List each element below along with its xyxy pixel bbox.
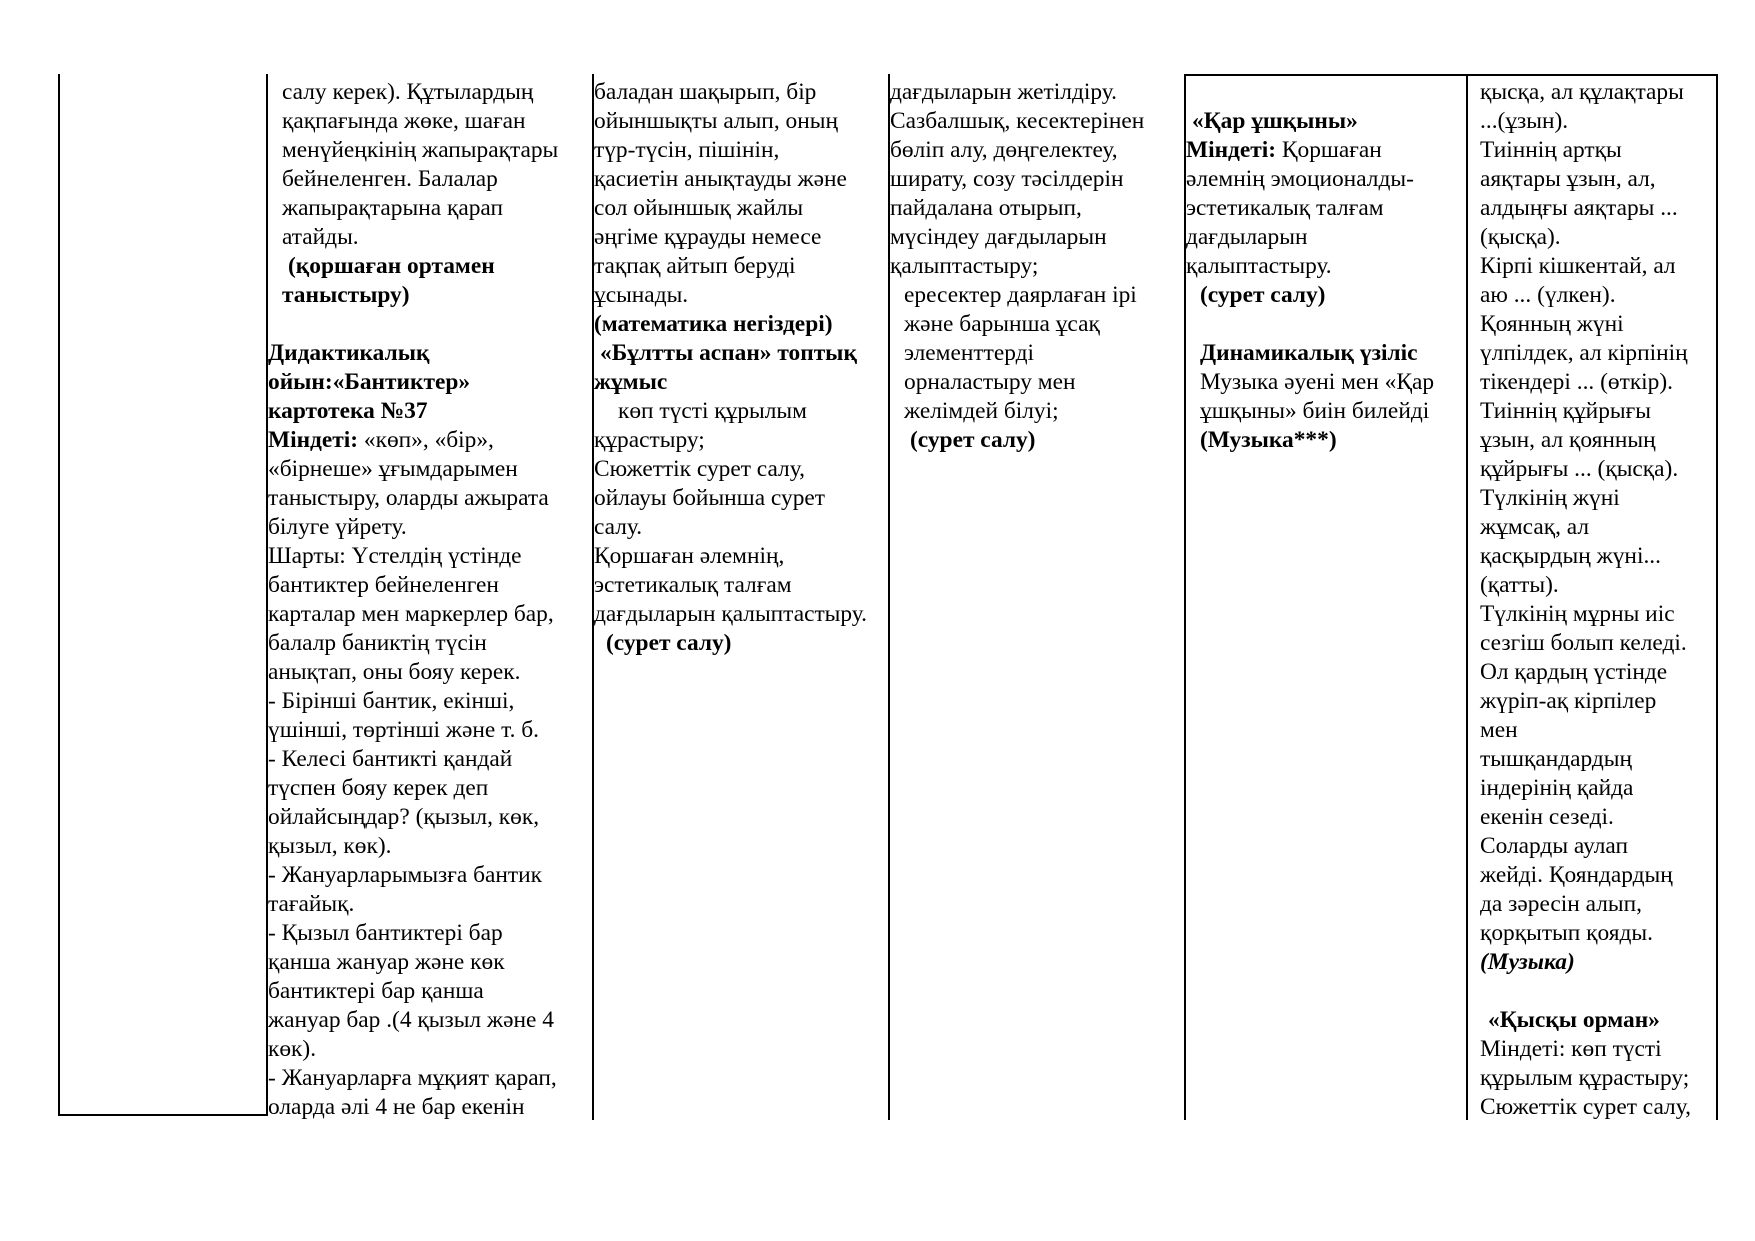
text-line: қақпағында жөке, шаған	[282, 108, 526, 134]
text-run: Міндеті:	[268, 427, 364, 453]
text-line: Міндеті: көп түсті	[1480, 1036, 1662, 1062]
text-run: «көп», «бір»,	[363, 427, 494, 453]
text-line: тышқандардың	[1480, 746, 1633, 772]
text-line: тікендері ... (өткір).	[1480, 369, 1674, 395]
text-line: жануар бар .(4 қызыл және 4	[268, 1007, 554, 1033]
text-line: жапырақтарына қарап	[282, 195, 503, 221]
text-line: оларда әлі 4 не бар екенін	[268, 1094, 525, 1120]
text-line: балалр баниктің түсін	[268, 630, 487, 656]
column-group-work	[594, 78, 886, 658]
text-line: тақпақ айтып беруді	[594, 253, 796, 279]
text-line: (Музыка)	[1480, 949, 1575, 975]
text-line: дағдыларын	[1186, 224, 1308, 250]
text-line: құйрығы ... (қысқа).	[1480, 456, 1679, 482]
text-line: түспен бояу керек деп	[268, 775, 489, 801]
text-line: індерінің қайда	[1480, 775, 1634, 801]
text-line: - Жануарларымызға бантик	[268, 862, 543, 888]
text-line: екенін сезеді.	[1480, 804, 1614, 830]
text-line: «Қысқы орман»	[1488, 1007, 1660, 1033]
text-line: қасиетін анықтауды және	[594, 166, 847, 192]
text-line: элементтерді	[904, 340, 1034, 366]
text-line: пайдалана отырып,	[890, 195, 1082, 221]
text-line: карталар мен маркерлер бар,	[268, 601, 554, 627]
text-line: ұсынады.	[594, 282, 689, 308]
text-line: жүріп-ақ кірпілер	[1480, 688, 1657, 714]
text-line	[1186, 78, 1464, 107]
text-line	[268, 426, 590, 455]
text-line: - Жануарларға мұқият қарап,	[268, 1065, 557, 1091]
text-line: сол ойыншық жайлы	[594, 195, 804, 221]
text-line: эстетикалық талғам	[594, 572, 792, 598]
text-line: дағдыларын қалыптастыру.	[594, 601, 867, 627]
text-line: Соларды аулап	[1480, 833, 1629, 859]
text-line	[1466, 977, 1714, 1006]
text-line: салу керек). Құтылардың	[282, 79, 534, 105]
text-line: атайды.	[282, 224, 359, 250]
text-line: жұмыс	[594, 369, 668, 395]
text-line: ...(ұзын).	[1480, 108, 1569, 134]
text-line: көп түсті құрылым	[618, 398, 807, 424]
text-line: - Қызыл бантиктері бар	[268, 920, 503, 946]
text-line: қысқа, ал құлақтары	[1480, 79, 1684, 105]
text-line: әлемнің эмоционалды-	[1186, 166, 1414, 192]
text-line: (математика негіздері)	[594, 311, 833, 337]
text-line: таныстыру)	[282, 282, 410, 308]
text-line: түр-түсін, пішінін,	[594, 137, 780, 163]
table-border-left	[58, 74, 60, 1116]
text-line: үлпілдек, ал кірпінің	[1480, 340, 1688, 366]
text-line: бөліп алу, дөңгелектеу,	[890, 137, 1118, 163]
text-line: Музыка әуені мен «Қар	[1200, 369, 1435, 395]
column-didactic-game	[268, 78, 590, 1122]
text-line: Кірпі кішкентай, ал	[1480, 253, 1676, 279]
text-line: бантиктері бар қанша	[268, 978, 484, 1004]
text-line: Түлкінің мұрны иіс	[1480, 601, 1675, 627]
table-border-top	[1184, 74, 1718, 76]
text-line: салу.	[594, 514, 643, 540]
text-line	[1186, 136, 1464, 165]
text-run: Міндеті:	[1186, 137, 1282, 163]
text-line: құрылым құрастыру;	[1480, 1065, 1690, 1091]
text-line: ойын:«Бантиктер»	[268, 369, 471, 395]
text-line: мүсіндеу дағдыларын	[890, 224, 1107, 250]
text-line: Қоршаған әлемнің,	[594, 543, 785, 569]
text-line: және барынша ұсақ	[904, 311, 1100, 337]
column-modelling	[890, 78, 1182, 455]
text-line: дағдыларын жетілдіру.	[890, 79, 1117, 105]
text-line: (сурет салу)	[910, 427, 1036, 453]
table-border-right	[1716, 74, 1718, 1120]
text-line: бейнеленген. Балалар	[282, 166, 498, 192]
text-line: білуге үйрету.	[268, 514, 407, 540]
column-snowflake	[1186, 78, 1464, 455]
text-line: Тиіннің құйрығы	[1480, 398, 1651, 424]
text-line: ұшқыны» биін билейді	[1200, 398, 1430, 424]
text-line: орналастыру мен	[904, 369, 1076, 395]
text-line: көк).	[268, 1036, 317, 1062]
text-line: (қысқа).	[1480, 224, 1561, 250]
text-line: қанша жануар және көк	[268, 949, 505, 975]
text-line: жұмсақ, ал	[1480, 514, 1590, 540]
table-border-bottom-first-column	[58, 1114, 268, 1116]
text-line	[268, 310, 590, 339]
text-line: сезгіш болып келеді.	[1480, 630, 1687, 656]
text-line: қорқытып қояды.	[1480, 920, 1653, 946]
text-line: Сюжеттік сурет салу,	[594, 456, 805, 482]
text-line: баладан шақырып, бір	[594, 79, 817, 105]
text-line: Қоянның жүні	[1480, 311, 1624, 337]
text-line: тағайық.	[268, 891, 355, 917]
text-line: желімдей білуі;	[904, 398, 1059, 424]
text-line	[1186, 310, 1464, 339]
text-line: мен	[1480, 717, 1518, 743]
text-line: аю ... (үлкен).	[1480, 282, 1616, 308]
text-line: қалыптастыру;	[890, 253, 1039, 279]
text-line: - Бірінші бантик, екінші,	[268, 688, 515, 714]
text-line: Шарты: Үстелдің үстінде	[268, 543, 522, 569]
text-line: (Музыка***)	[1200, 427, 1337, 453]
text-line: алдыңғы аяқтары ...	[1480, 195, 1678, 221]
text-line: ойлайсыңдар? (қызыл, көк,	[268, 804, 540, 830]
text-line: Ол қардың үстінде	[1480, 659, 1668, 685]
text-line: Сюжеттік сурет салу,	[1480, 1094, 1691, 1120]
text-line: - Келесі бантикті қандай	[268, 746, 513, 772]
text-line: «Бұлтты аспан» топтық	[600, 340, 857, 366]
text-line: (сурет салу)	[606, 630, 732, 656]
text-line: бантиктер бейнеленген	[268, 572, 499, 598]
text-line: Дидактикалық	[268, 340, 430, 366]
text-line: (қоршаған ортамен	[288, 253, 495, 279]
text-line: құрастыру;	[594, 427, 705, 453]
text-line: Тиіннің артқы	[1480, 137, 1622, 163]
text-line: «бірнеше» ұғымдарымен	[268, 456, 518, 482]
text-line: Түлкінің жүні	[1480, 485, 1620, 511]
text-line: аяқтары ұзын, ал,	[1480, 166, 1656, 192]
text-line: жейді. Қояндардың	[1480, 862, 1673, 888]
text-line: қасқырдың жүні...	[1480, 543, 1661, 569]
text-line: ширату, созу тәсілдерін	[890, 166, 1124, 192]
text-line: Динамикалық үзіліс	[1200, 340, 1418, 366]
text-line: картотека №37	[268, 398, 428, 424]
text-line: қалыптастыру.	[1186, 253, 1332, 279]
text-run: Қоршаған	[1281, 137, 1382, 163]
text-line: таныстыру, оларды ажырата	[268, 485, 549, 511]
text-line: эстетикалық талғам	[1186, 195, 1384, 221]
text-line: ұзын, ал қоянның	[1480, 427, 1656, 453]
text-line: ересектер даярлаған ірі	[904, 282, 1137, 308]
text-line: әңгіме құрауды немесе	[594, 224, 822, 250]
text-line: да зәресін алып,	[1480, 891, 1642, 917]
text-line: Сазбалшық, кесектерінен	[890, 108, 1145, 134]
text-line: (қатты).	[1480, 572, 1559, 598]
text-line: ойлауы бойынша сурет	[594, 485, 825, 511]
text-line: анықтап, оны бояу керек.	[268, 659, 521, 685]
text-line: менүйеңкінің жапырақтары	[282, 137, 559, 163]
text-line: ойыншықты алып, оның	[594, 108, 838, 134]
text-line: үшінші, төртінші және т. б.	[268, 717, 540, 743]
text-line: (сурет салу)	[1200, 282, 1326, 308]
column-animals-winter-forest	[1466, 78, 1714, 1122]
text-line: «Қар ұшқыны»	[1192, 108, 1358, 134]
text-line: қызыл, көк).	[268, 833, 392, 859]
